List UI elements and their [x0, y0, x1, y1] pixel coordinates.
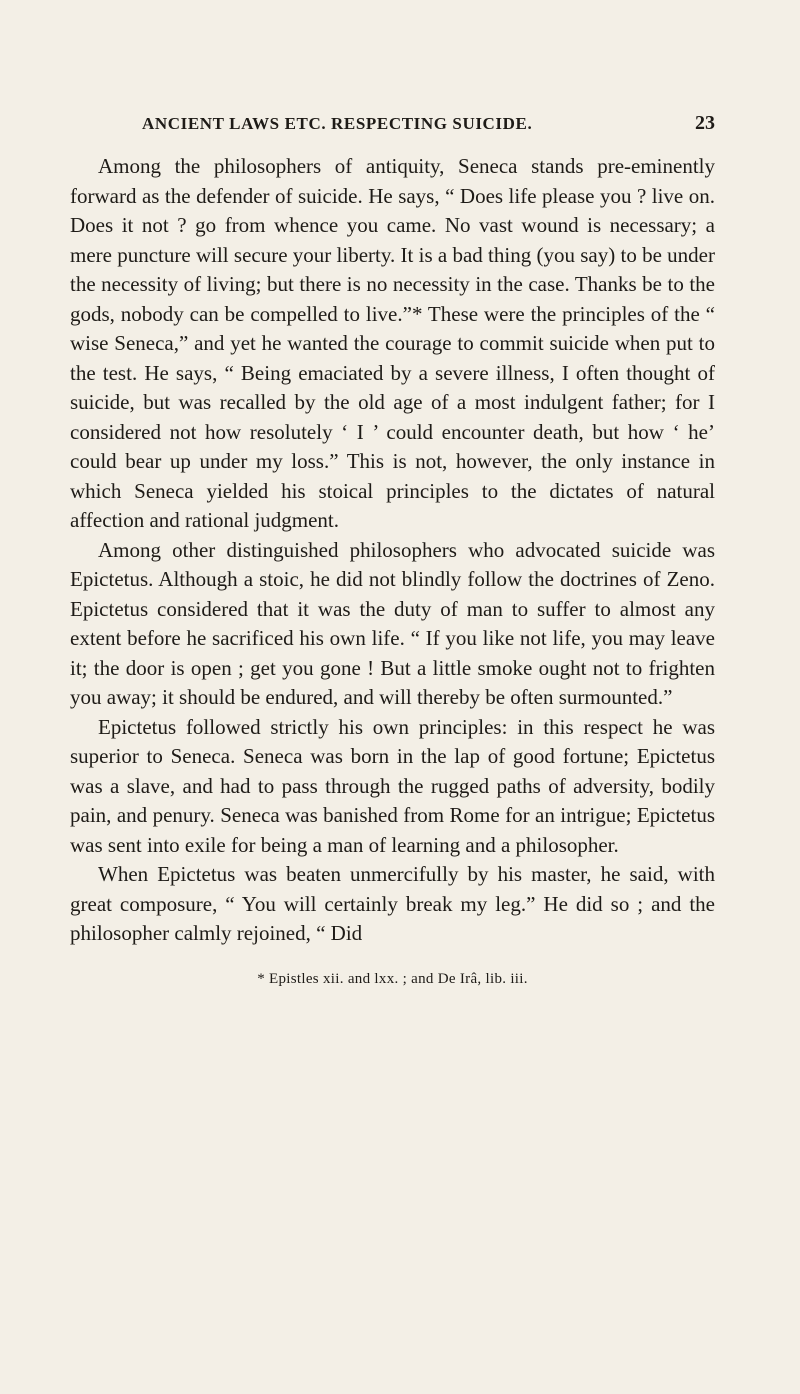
- footnote: * Epistles xii. and lxx. ; and De Irâ, lib. iii.: [257, 970, 528, 987]
- page-number: 23: [695, 112, 715, 134]
- paragraph: Epictetus followed strictly his own principles: in this respect he was superior to Seneca. Seneca was born in the lap of good fortune; Epictetus was a slave, and had to pass through the rugged paths of adversity, bodily pain, and penury. Seneca was banished from Rome for an intrigue; Epictetus was sent into exile for being a man of learning and a philosopher.: [70, 714, 715, 857]
- paragraph: Among the philosophers of antiquity, Seneca stands pre-eminently forward as the defender of suicide. He says, “ Does life please you ? live on. Does it not ? go from whence you came. No vast wound is necessary; a mere puncture will secure your liberty. It is a bad thing (you say) to be under the necessity of living; but there is no necessity in the case. Thanks be to the gods, nobody can be compelled to live.”* These were the principles of the “ wise Seneca,” and yet he wanted the courage to commit suicide when put to the test. He says, “ Being emaciated by a severe illness, I often thought of suicide, but was recalled by the old age of a most indulgent father; for I considered not how resolutely ‘ I ’ could encounter death, but how ‘ he’ could bear up under my loss.” This is not, however, the only instance in which Seneca yielded his stoical principles to the dictates of natural affection and rational judgment.: [70, 154, 715, 532]
- running-head: [70, 112, 715, 146]
- book-page: [70, 112, 715, 988]
- body-text: [70, 152, 715, 949]
- paragraph: When Epictetus was beaten unmercifully by his master, he said, with great composure, “ You will certainly break my leg.” He did so ; and the philosopher calmly rejoined, “ Did: [70, 862, 715, 945]
- paragraph: Among other distinguished philosophers who advocated suicide was Epictetus. Although a stoic, he did not blindly follow the doctrines of Zeno. Epictetus considered that it was the duty of man to suffer to almost any extent before he sacrificed his own life. “ If you like not life, you may leave it; the door is open ; get you gone ! But a little smoke ought not to frighten you away; it should be endured, and will thereby be often surmounted.”: [70, 537, 715, 709]
- running-title: ANCIENT LAWS ETC. RESPECTING SUICIDE.: [142, 114, 533, 133]
